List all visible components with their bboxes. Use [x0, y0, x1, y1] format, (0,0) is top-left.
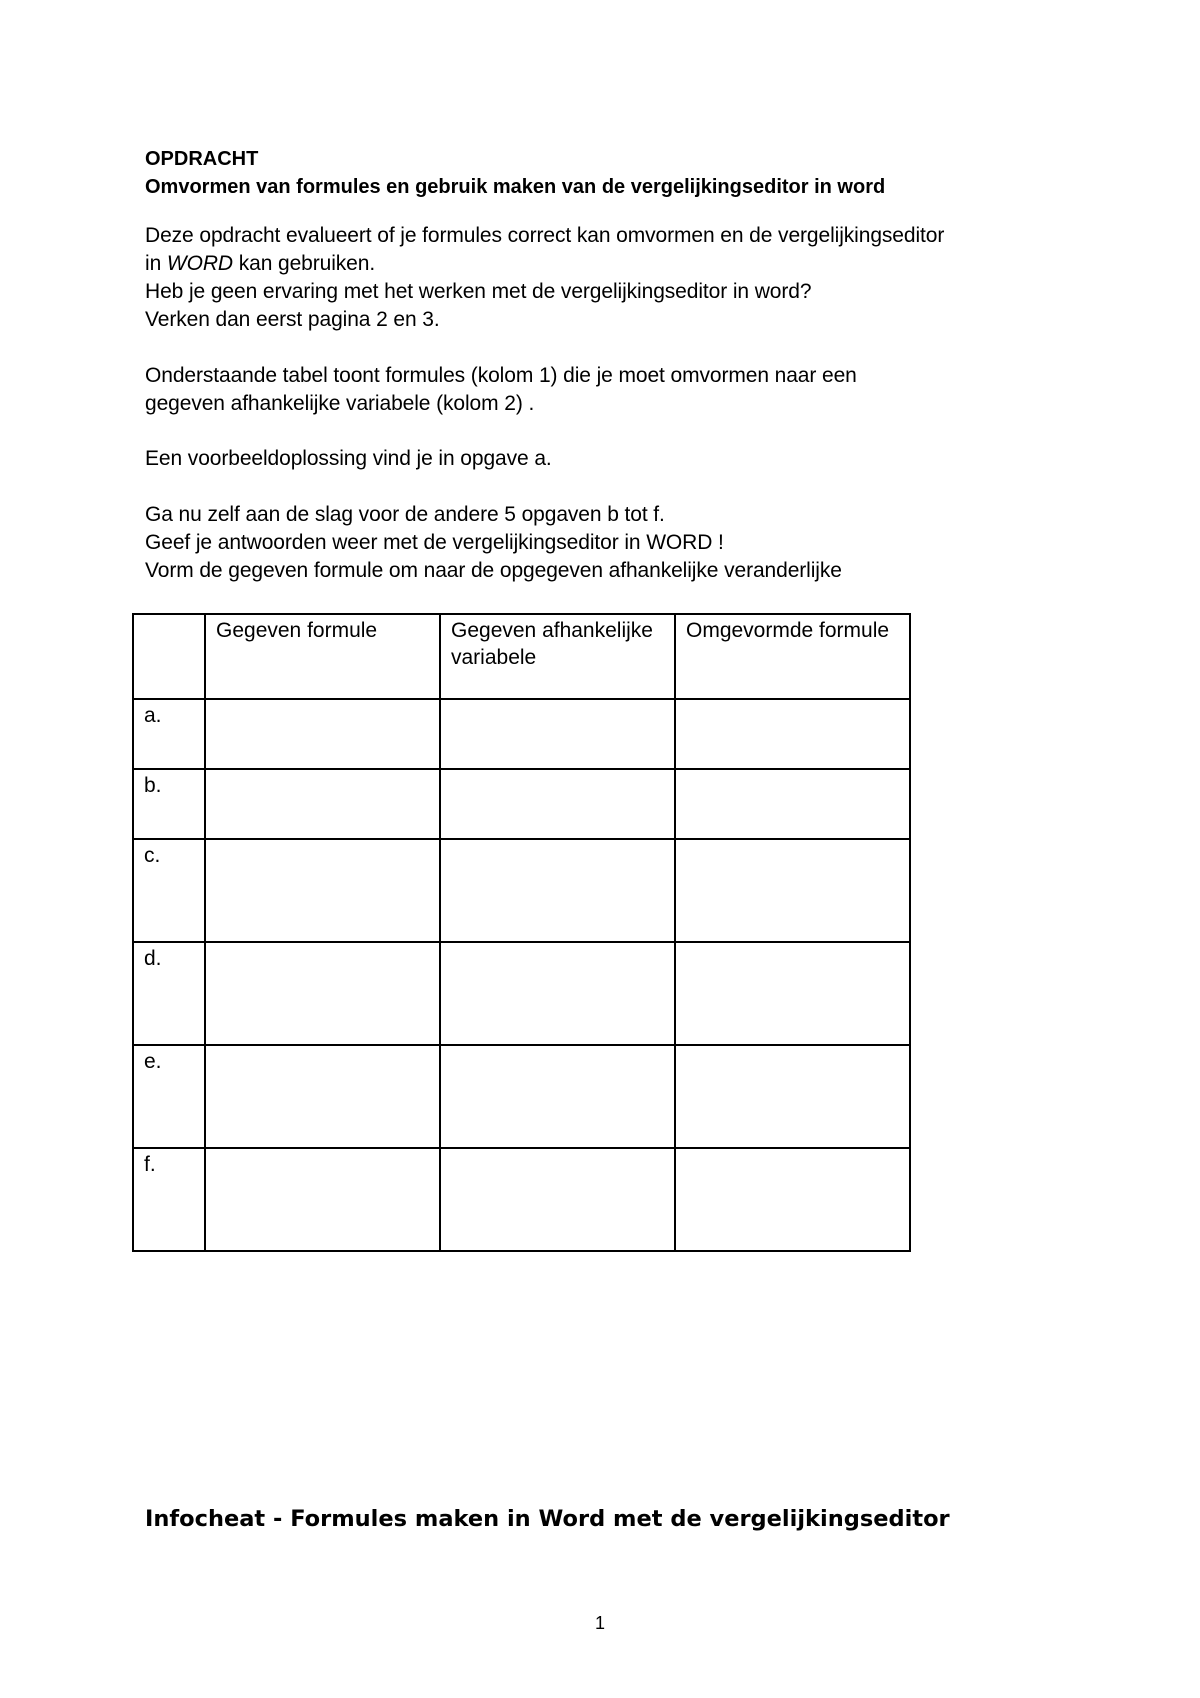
result-cell[interactable]	[675, 942, 910, 1045]
variable-cell[interactable]	[440, 1045, 675, 1148]
intro-line-2-pre: in	[145, 252, 167, 275]
intro-paragraph	[145, 222, 1095, 334]
row-label: f.	[133, 1148, 205, 1251]
row-label: e.	[133, 1045, 205, 1148]
formula-cell[interactable]	[205, 769, 440, 839]
row-label: a.	[133, 699, 205, 769]
row-label: d.	[133, 942, 205, 1045]
intro-line-1: Deze opdracht evalueert of je formules correct kan omvormen en de vergelijkingseditor	[145, 224, 945, 247]
result-cell[interactable]	[675, 699, 910, 769]
row-label: c.	[133, 839, 205, 942]
result-cell[interactable]	[675, 769, 910, 839]
example-paragraph	[145, 445, 1095, 473]
table-intro-line-2: gegeven afhankelijke variabele (kolom 2) .	[145, 392, 535, 415]
table-row	[133, 839, 910, 942]
document-subtitle: Omvormen van formules en gebruik maken van de vergelijkingseditor in word	[145, 176, 886, 198]
header-cell-empty	[133, 614, 205, 699]
result-cell[interactable]	[675, 839, 910, 942]
intro-line-4: Verken dan eerst pagina 2 en 3.	[145, 308, 440, 331]
header-cell-given-variable: Gegeven afhankelijke variabele	[440, 614, 675, 699]
infocheat-heading: Infocheat - Formules maken in Word met de vergelijkingseditor	[145, 1506, 950, 1532]
formula-cell[interactable]	[205, 1045, 440, 1148]
intro-line-2-post: kan gebruiken.	[232, 252, 376, 275]
table-row	[133, 1148, 910, 1251]
table-intro-line-1: Onderstaande tabel toont formules (kolom 1) die je moet omvormen naar een	[145, 364, 857, 387]
formula-cell[interactable]	[205, 699, 440, 769]
variable-cell[interactable]	[440, 1148, 675, 1251]
row-label: b.	[133, 769, 205, 839]
variable-cell[interactable]	[440, 839, 675, 942]
result-cell[interactable]	[675, 1148, 910, 1251]
table-header-row	[133, 614, 910, 699]
variable-cell[interactable]	[440, 769, 675, 839]
page-number: 1	[594, 1613, 605, 1633]
variable-cell[interactable]	[440, 699, 675, 769]
header-cell-given-formula: Gegeven formule	[205, 614, 440, 699]
intro-line-3: Heb je geen ervaring met het werken met de vergelijkingseditor in word?	[145, 280, 812, 303]
intro-word-italic: WORD	[166, 252, 233, 275]
header-cell-transformed-formula: Omgevormde formule	[675, 614, 910, 699]
formula-cell[interactable]	[205, 942, 440, 1045]
table-row	[133, 942, 910, 1045]
formula-cell[interactable]	[205, 1148, 440, 1251]
variable-cell[interactable]	[440, 942, 675, 1045]
example-line: Een voorbeeldoplossing vind je in opgave a.	[145, 447, 552, 470]
formula-cell[interactable]	[205, 839, 440, 942]
instructions-line-1: Ga nu zelf aan de slag voor de andere 5 opgaven b tot f.	[145, 503, 665, 526]
table-row	[133, 1045, 910, 1148]
table-intro-paragraph	[145, 362, 1095, 418]
document-title: OPDRACHT	[145, 148, 259, 170]
table-row	[133, 699, 910, 769]
table-row	[133, 769, 910, 839]
instructions-line-3: Vorm de gegeven formule om naar de opgegeven afhankelijke veranderlijke	[145, 559, 842, 582]
exercise-table	[132, 613, 911, 1252]
result-cell[interactable]	[675, 1045, 910, 1148]
instructions-paragraph	[145, 501, 1095, 585]
intro-line-2	[145, 250, 1095, 278]
instructions-line-2: Geef je antwoorden weer met de vergelijkingseditor in WORD !	[145, 531, 724, 554]
